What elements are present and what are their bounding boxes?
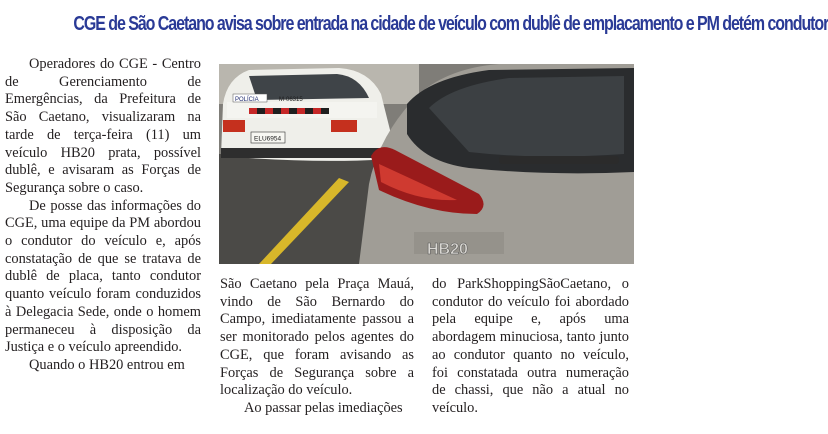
paragraph: De posse das informações do CGE, uma equipe da PM abordou o condutor do veículo e, após constatação de que se tratava de dublê de placa, tanto condutor quanto veículo foram conduzidos à Delegacia Sede, onde o homem permaneceu à disposição da Justiça e o veículo apreendido. <box>5 197 201 356</box>
paragraph: Quando o HB20 entrou em <box>29 356 185 373</box>
car-badge: HB20 <box>427 241 468 258</box>
police-car-number: M-06315 <box>279 97 303 103</box>
article-column-3 <box>432 276 629 418</box>
news-photo <box>219 64 634 264</box>
headline: CGE de São Caetano avisa sobre entrada na cidade de veículo com dublê de emplacamento e PM detém condutor <box>73 12 828 35</box>
paragraph: do ParkShoppingSãoCaetano, o condutor do veículo foi abordado pela equipe e, após uma abordagem minuciosa, tanto junto ao condutor quanto no veículo, foi constatada outra numeração de chassi, que não a atual no veículo. <box>432 276 629 416</box>
article-column-2 <box>220 276 414 418</box>
police-car-label: POLÍCIA <box>235 97 259 103</box>
photo-police-car-and-hb20 <box>219 64 634 264</box>
paragraph: Ao passar pelas imediações <box>244 399 403 416</box>
paragraph: Operadores do CGE - Centro de Gerenciamento de Emergências, da Prefeitura de São Caetano, visualizaram na tarde de terça-feira (11) um veículo HB20 prata, possível dublê, e avisaram as Forças de Segurança sobre o caso. <box>5 56 201 196</box>
paragraph: São Caetano pela Praça Mauá, vindo de São Bernardo do Campo, imediatamente passou a ser monitorado pelos agentes do CGE, que foram avisando as Forças de Segurança sobre a localização do veículo. <box>220 276 414 399</box>
police-plate: ELU6954 <box>254 135 282 143</box>
article-column-1 <box>5 56 201 375</box>
police-car-checker-stripe <box>249 108 329 114</box>
